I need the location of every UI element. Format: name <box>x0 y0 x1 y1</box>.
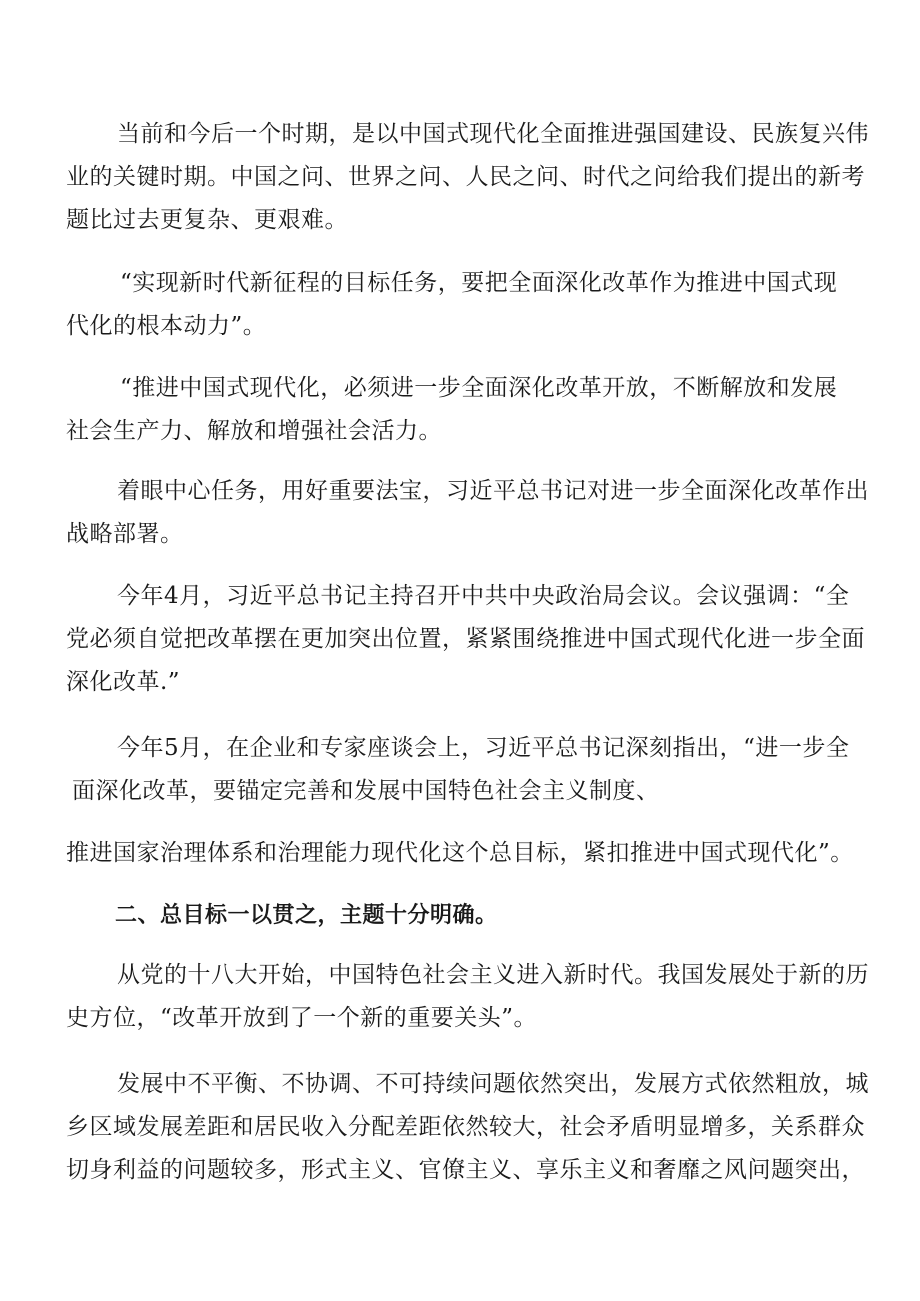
paragraph-6-line-1: 今年5月，在企业和专家座谈会上，习近平总书记深刻指出，“进一步全 <box>117 735 850 761</box>
paragraph-2-line-1: “实现新时代新征程的目标任务，要把全面深化改革作为推进中国式现 <box>120 270 838 296</box>
paragraph-4-line-1: 着眼中心任务，用好重要法宝，习近平总书记对进一步全面深化改革作出 <box>117 478 869 504</box>
section-heading: 二、总目标一以贯之，主题十分明确。 <box>115 903 498 928</box>
paragraph-5-line-3: 深化改革.” <box>66 669 181 695</box>
paragraph-5-line-2: 党必须自觉把改革摆在更加突出位置，紧紧围绕推进中国式现代化进一步全面 <box>66 626 865 652</box>
paragraph-3-line-1: “推进中国式现代化，必须进一步全面深化改革开放，不断解放和发展 <box>120 375 838 401</box>
paragraph-7-line-1: 从党的十八大开始，中国特色社会主义进入新时代。我国发展处于新的历 <box>117 962 869 988</box>
paragraph-6-line-2: 面深化改革，要锚定完善和发展中国特色社会主义制度、 <box>72 778 660 804</box>
paragraph-8-line-3: 切身利益的问题较多，形式主义、官僚主义、享乐主义和奢靡之风问题突出， <box>66 1157 865 1183</box>
paragraph-1-line-3: 题比过去更复杂、更艰难。 <box>66 207 348 233</box>
paragraph-3-line-2: 社会生产力、解放和增强社会活力。 <box>66 418 442 444</box>
paragraph-5-line-1: 今年4月，习近平总书记主持召开中共中央政治局会议。会议强调：“全 <box>117 583 850 609</box>
paragraph-8-line-1: 发展中不平衡、不协调、不可持续问题依然突出，发展方式依然粗放，城 <box>117 1071 869 1097</box>
paragraph-6-line-3: 推进国家治理体系和治理能力现代化这个总目标，紧扣推进中国式现代化”。 <box>66 840 854 866</box>
paragraph-7-line-2: 史方位，“改革开放到了一个新的重要关头”。 <box>66 1005 538 1031</box>
paragraph-1-line-1: 当前和今后一个时期，是以中国式现代化全面推进强国建设、民族复兴伟 <box>117 121 869 147</box>
paragraph-8-line-2: 乡区域发展差距和居民收入分配差距依然较大，社会矛盾明显增多，关系群众 <box>66 1114 865 1140</box>
paragraph-1-line-2: 业的关键时期。中国之问、世界之问、人民之问、时代之问给我们提出的新考 <box>66 164 865 190</box>
paragraph-4-line-2: 战略部署。 <box>66 521 184 547</box>
paragraph-2-line-2: 代化的根本动力”。 <box>66 313 267 339</box>
